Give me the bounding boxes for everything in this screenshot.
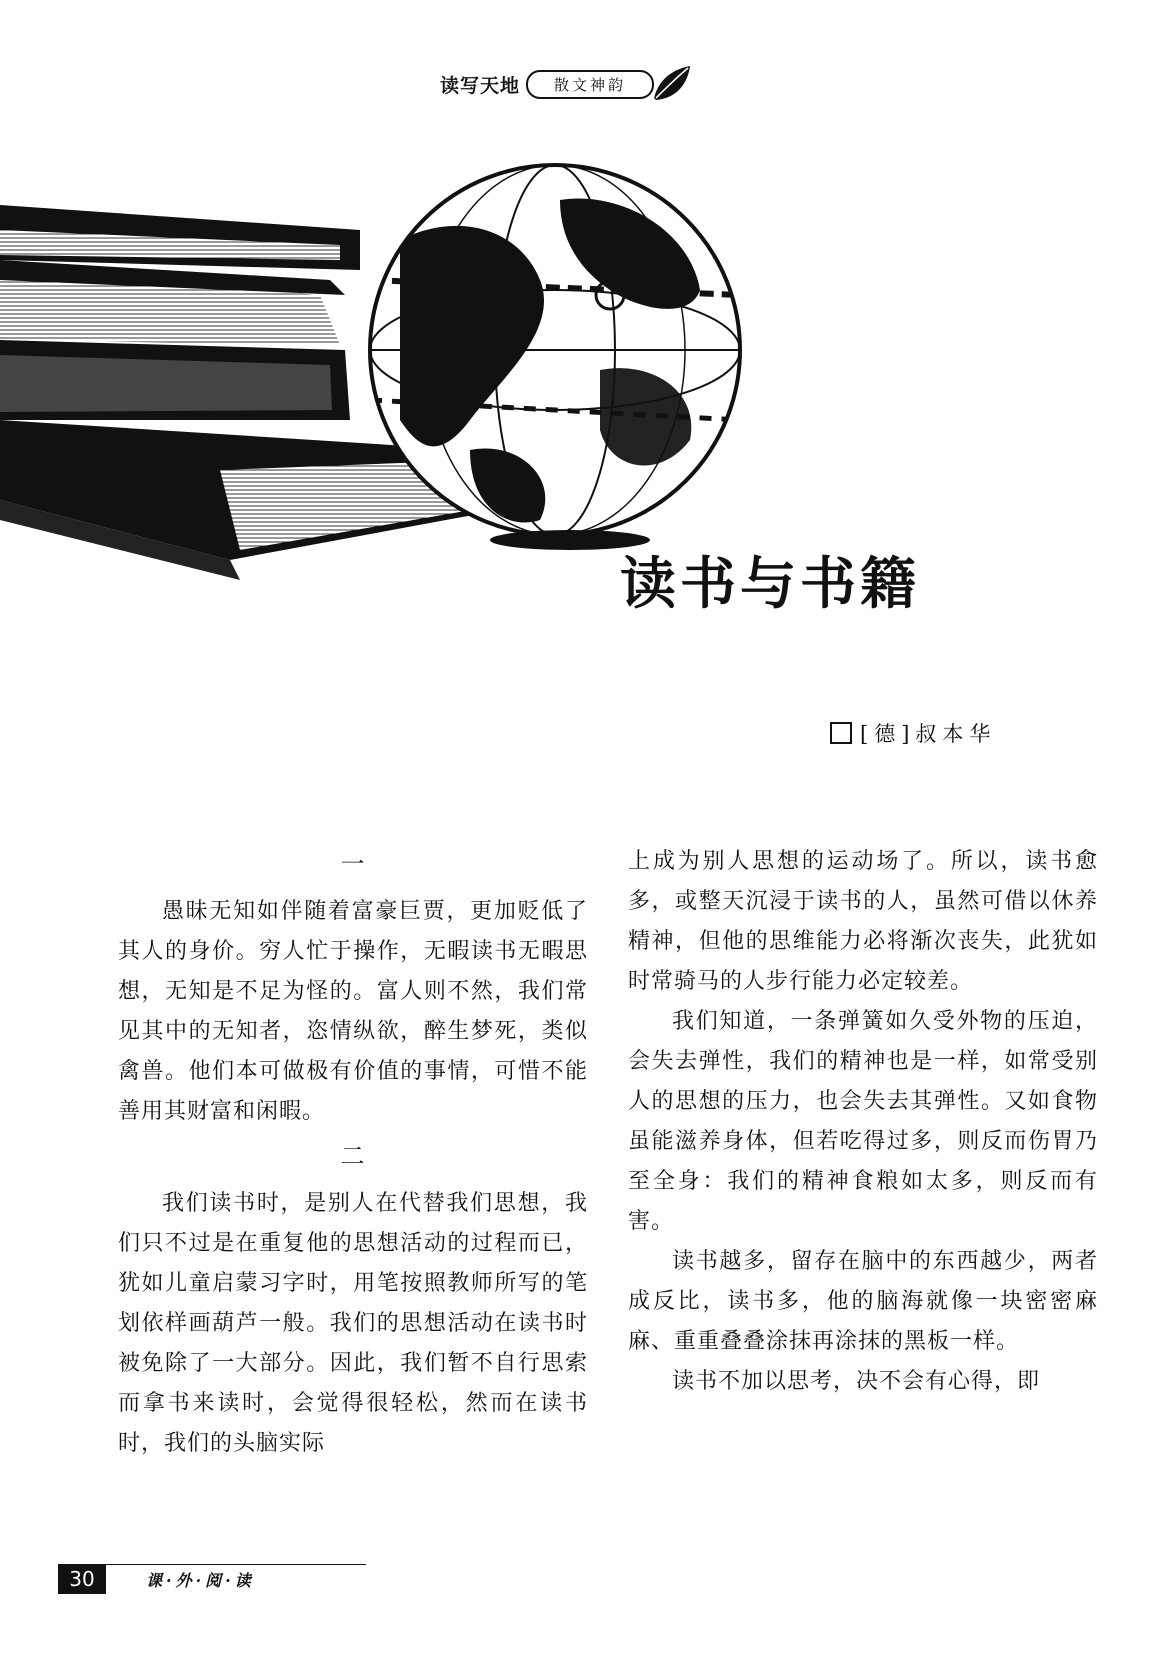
section-heading: 二 <box>340 1142 366 1170</box>
magazine-name: 课·外·阅·读 <box>146 1570 255 1590</box>
author-name: [德]叔本华 <box>860 722 997 746</box>
article-title: 读书与书籍 <box>620 552 920 617</box>
right-column <box>628 842 1098 1402</box>
header-column-tag: 散文神韵 <box>526 70 654 99</box>
paragraph: 读书不加以思考，决不会有心得，即 <box>672 1369 1041 1394</box>
left-column <box>118 840 588 1464</box>
leaf-icon <box>650 64 694 104</box>
paragraph: 我们知道，一条弹簧如久受外物的压迫，会失去弹性，我们的精神也是一样，如常受别人的思想的压力，也会失去其弹性。又如食物虽能滋养身体，但若吃得过多，则反而伤胃乃至全身：我们的精神食粮如太多，则反而有害。 <box>628 1009 1098 1234</box>
paragraph: 愚昧无知如伴随着富豪巨贾，更加贬低了其人的身价。穷人忙于操作，无暇读书无暇思想，无知是不足为怪的。富人则不然，我们常见其中的无知者，恣情纵欲，醉生梦死，类似禽兽。他们本可做极有价值的事情，可惜不能善用其财富和闲暇。 <box>118 899 588 1124</box>
page-number: 30 <box>58 1564 106 1594</box>
byline <box>830 718 996 748</box>
page-header <box>440 64 694 104</box>
page-footer <box>58 1564 255 1594</box>
header-section: 读写天地 <box>440 74 521 97</box>
paragraph-continued: 上成为别人思想的运动场了。所以，读书愈多，或整天沉浸于读书的人，虽然可借以休养精神，但他的思维能力必将渐次丧失，此犹如时常骑马的人步行能力必定较差。 <box>628 849 1098 994</box>
section-heading: 一 <box>340 850 366 878</box>
byline-box-icon <box>830 722 852 744</box>
paragraph: 我们读书时，是别人在代替我们思想，我们只不过是在重复他的思想活动的过程而已，犹如儿童启蒙习字时，用笔按照教师所写的笔划依样画葫芦一般。我们的思想活动在读书时被免除了一大部分。因此，我们暂不自行思索而拿书来读时，会觉得很轻松，然而在读书时，我们的头脑实际 <box>118 1191 588 1456</box>
paragraph: 读书越多，留存在脑中的东西越少，两者成反比，读书多，他的脑海就像一块密密麻麻、重重叠叠涂抹再涂抹的黑板一样。 <box>628 1249 1098 1354</box>
